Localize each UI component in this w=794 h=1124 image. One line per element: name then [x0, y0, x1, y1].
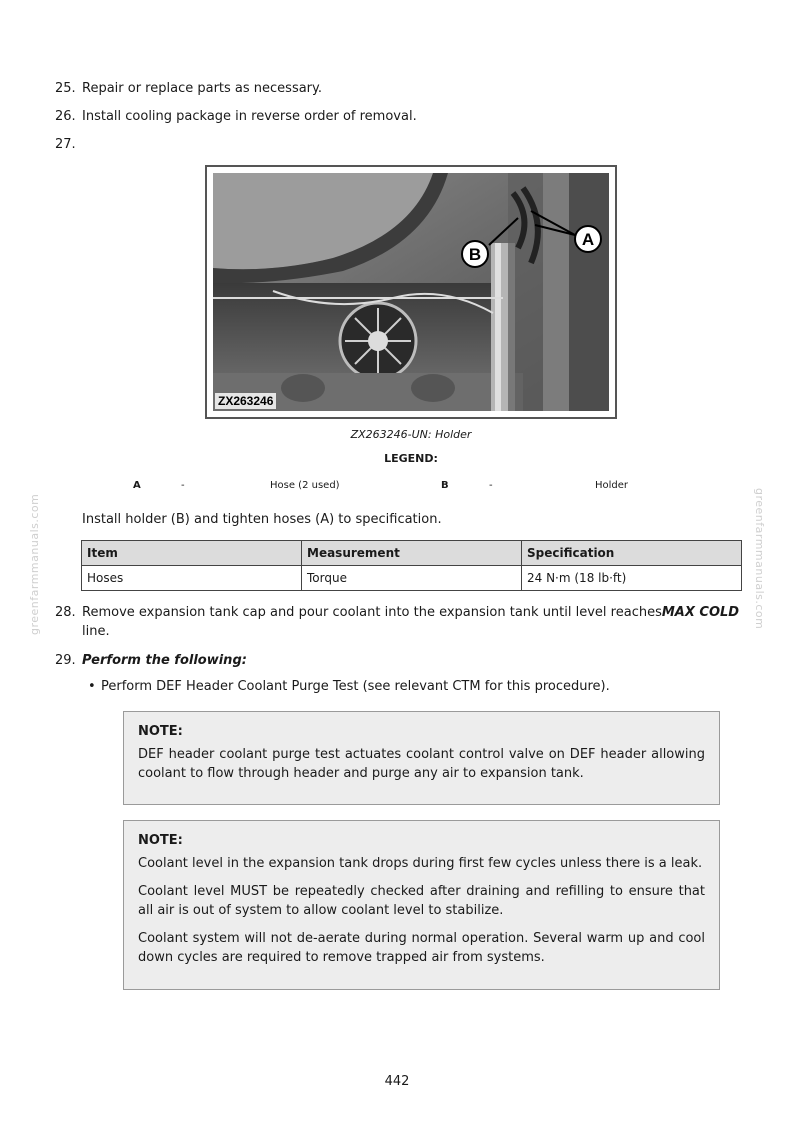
- cell-measurement: Torque: [302, 566, 522, 591]
- note-box-2: [123, 820, 720, 990]
- spec-table: [81, 540, 742, 591]
- step-number: 29.: [55, 653, 76, 668]
- max-cold-emphasis: MAX COLD: [661, 605, 740, 620]
- step-text: Repair or replace parts as necessary.: [82, 81, 322, 96]
- step-number: 26.: [55, 109, 76, 124]
- legend-label-b: Holder: [595, 480, 629, 491]
- figure-caption: ZX263246-UN: Holder: [350, 428, 472, 441]
- bullet-icon: •: [88, 679, 96, 694]
- note-paragraph: Coolant level MUST be repeatedly checked after draining and refilling to ensure that all air is out of system to allow coolant level to stabilize.: [138, 884, 705, 918]
- install-instruction: Install holder (B) and tighten hoses (A) to specification.: [82, 512, 442, 527]
- note-title: NOTE:: [138, 724, 183, 739]
- legend-sep-a: -: [181, 480, 185, 491]
- step-text-tail: line.: [82, 624, 110, 639]
- figure-photo: [213, 173, 609, 411]
- legend-sep-b: -: [489, 480, 493, 491]
- page-number: 442: [384, 1074, 410, 1089]
- holder-figure: [205, 165, 617, 419]
- list-item: [88, 679, 610, 694]
- col-header-item: Item: [82, 541, 302, 566]
- callout-a-label: A: [581, 230, 595, 249]
- col-header-specification: Specification: [522, 541, 742, 566]
- step-number: 27.: [55, 137, 76, 152]
- step-text: [82, 603, 742, 641]
- watermark-left: greenfarmmanuals.com: [28, 493, 41, 635]
- note-paragraph: Coolant system will not de-aerate during normal operation. Several warm up and cool down cycles are required to remove trapped air from systems.: [138, 931, 705, 965]
- legend-label-a: Hose (2 used): [270, 480, 340, 491]
- col-header-measurement: Measurement: [302, 541, 522, 566]
- step-number: 25.: [55, 81, 76, 96]
- note-title: NOTE:: [138, 833, 183, 848]
- note-paragraph: DEF header coolant purge test actuates coolant control valve on DEF header allowing coolant to flow through header and purge any air to expansion tank.: [138, 747, 705, 781]
- note-box-1: [123, 711, 720, 805]
- legend-key-a: A: [133, 480, 141, 491]
- cell-specification: 24 N·m (18 lb·ft): [522, 566, 742, 591]
- step-text: Install cooling package in reverse order of removal.: [82, 109, 417, 124]
- step-text-main: Remove expansion tank cap and pour coolant into the expansion tank until level reaches: [82, 605, 662, 620]
- bullet-text: Perform DEF Header Coolant Purge Test (see relevant CTM for this procedure).: [101, 679, 610, 694]
- legend-key-b: B: [441, 480, 449, 491]
- legend-title: LEGEND:: [384, 452, 438, 465]
- figure-id-label: ZX263246: [215, 393, 276, 409]
- table-row: [82, 566, 742, 591]
- note-paragraph: Coolant level in the expansion tank drops during first few cycles unless there is a leak.: [138, 856, 703, 871]
- cell-item: Hoses: [82, 566, 302, 591]
- step-number: 28.: [55, 605, 76, 620]
- callout-b-label: B: [468, 245, 482, 264]
- table-header-row: [82, 541, 742, 566]
- callout-overlay: [213, 173, 609, 411]
- step-text: Perform the following:: [82, 653, 247, 668]
- watermark-right: greenfarmmanuals.com: [753, 488, 766, 630]
